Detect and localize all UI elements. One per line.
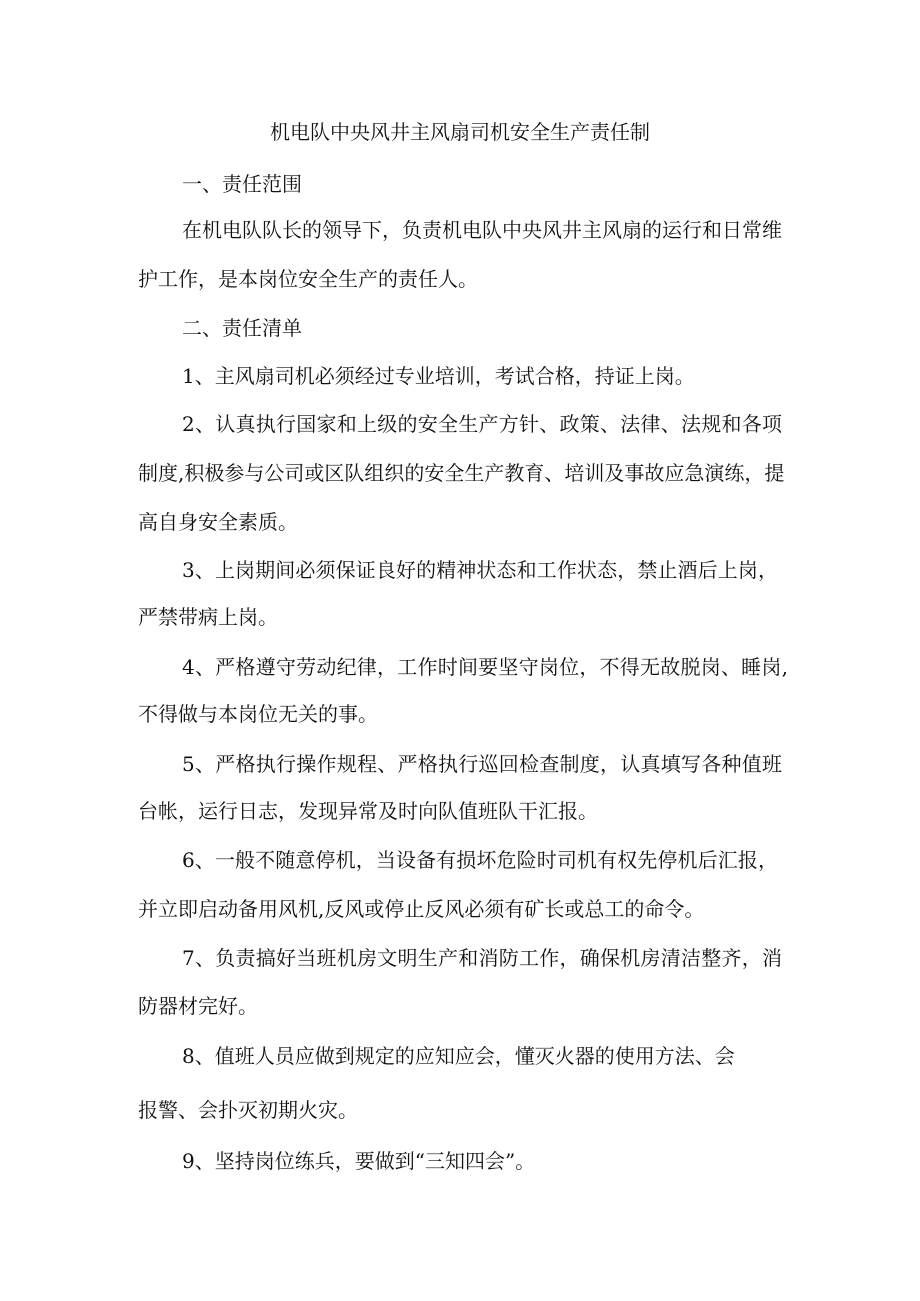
list-item-3-cont: 严禁带病上岗。: [138, 605, 278, 629]
list-item-4: 4、严格遵守劳动纪律，工作时间要坚守岗位，不得无故脱岗、睡岗,: [182, 655, 788, 679]
list-item-2-cont: 制度,积极参与公司或区队组织的安全生产教育、培训及事故应急演练，提: [138, 461, 785, 485]
paragraph-line: 护工作，是本岗位安全生产的责任人。: [138, 267, 478, 291]
list-item-1: 1、主风扇司机必须经过专业培训，考试合格，持证上岗。: [182, 364, 695, 388]
list-item-5: 5、严格执行操作规程、严格执行巡回检查制度，认真填写各种值班: [182, 752, 782, 776]
list-item-9: 9、坚持岗位练兵，要做到“三知四会”。: [182, 1149, 536, 1173]
list-item-5-cont: 台帐，运行日志，发现异常及时向队值班队干汇报。: [138, 799, 598, 823]
list-item-7: 7、负责搞好当班机房文明生产和消防工作，确保机房清洁整齐，消: [182, 946, 782, 970]
list-item-3: 3、上岗期间必须保证良好的精神状态和工作状态，禁止酒后上岗，: [182, 558, 778, 582]
paragraph-line: 在机电队队长的领导下，负责机电队中央风井主风扇的运行和日常维: [182, 218, 782, 242]
section-heading-list: 二、责任清单: [182, 316, 302, 340]
list-item-4-cont: 不得做与本岗位无关的事。: [138, 702, 378, 726]
list-item-6-cont: 并立即启动备用风机,反风或停止反风必须有矿长或总工的命令。: [138, 897, 705, 921]
list-item-6: 6、一般不随意停机，当设备有损坏危险时司机有权先停机后汇报，: [182, 848, 778, 872]
document-title: 机电队中央风井主风扇司机安全生产责任制: [270, 120, 650, 144]
list-item-8: 8、值班人员应做到规定的应知应会，懂灭火器的使用方法、会: [182, 1044, 735, 1068]
list-item-8-cont: 报警、会扑灭初期火灾。: [138, 1098, 358, 1122]
section-heading-scope: 一、责任范围: [182, 172, 302, 196]
list-item-2: 2、认真执行国家和上级的安全生产方针、政策、法律、法规和各项: [182, 412, 782, 436]
list-item-2-cont: 高自身安全素质。: [138, 510, 298, 534]
list-item-7-cont: 防器材完好。: [138, 994, 258, 1018]
